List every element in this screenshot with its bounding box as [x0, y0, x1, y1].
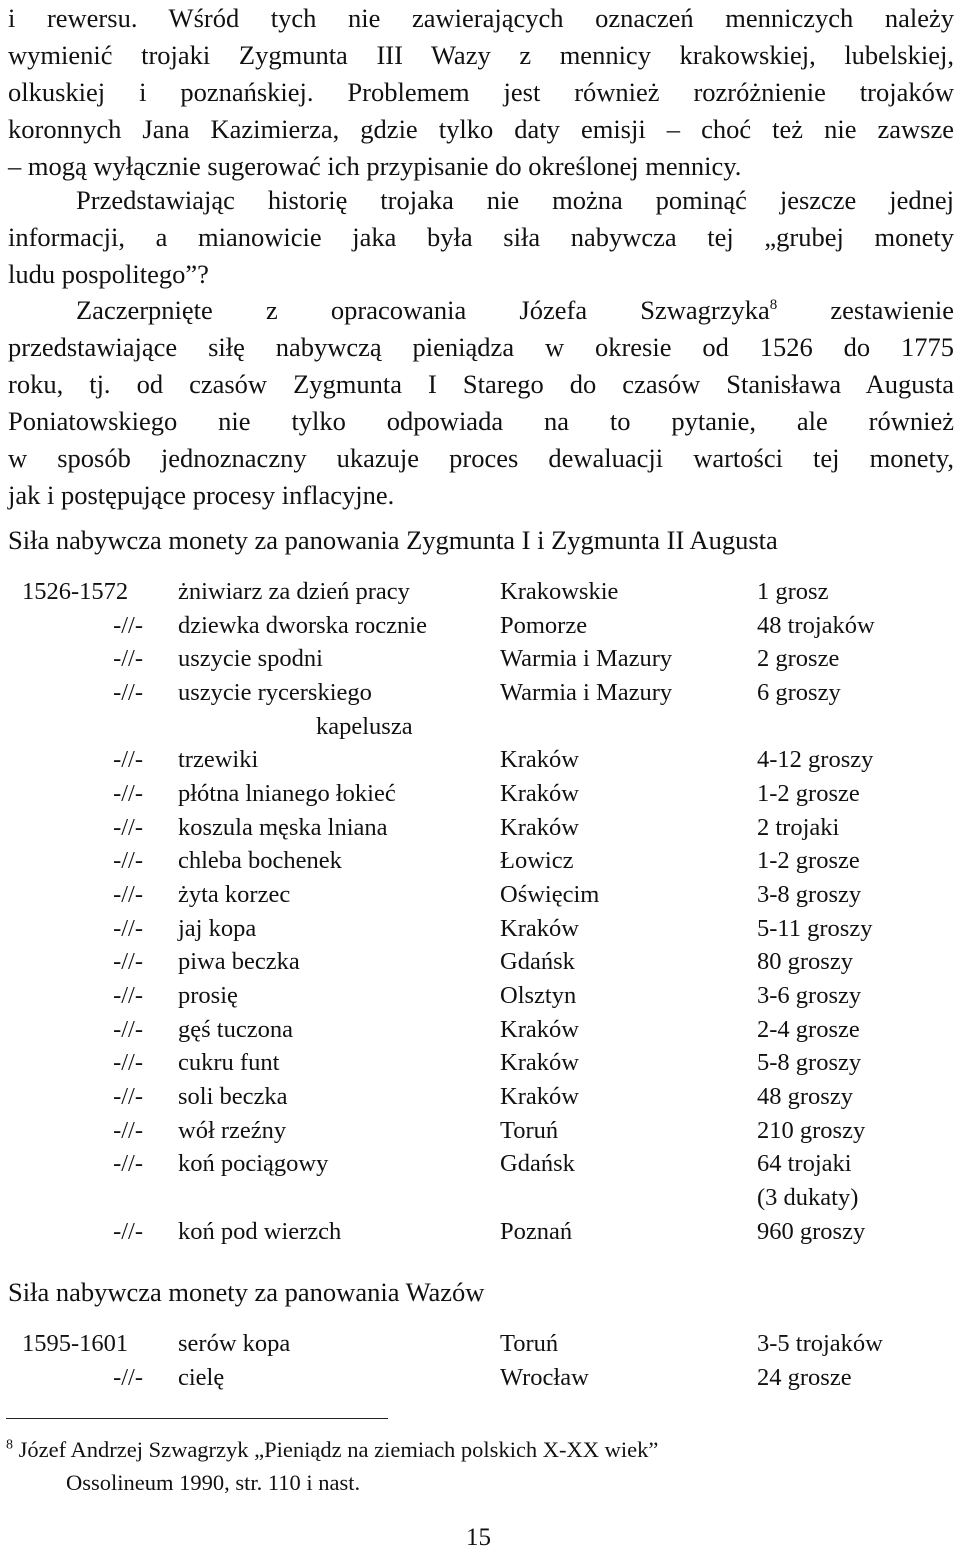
- footnote-text: Józef Andrzej Szwagrzyk „Pieniądz na ziemiach polskich X-XX wiek”: [18, 1437, 659, 1462]
- price-cell: 48 trojaków: [757, 612, 875, 639]
- text-line: – mogą wyłącznie sugerować ich przypisanie do określonej mennicy.: [8, 151, 742, 181]
- period-cell: -//-: [113, 1364, 143, 1391]
- period-cell: -//-: [113, 1117, 143, 1144]
- price-cell: 1 grosz: [757, 578, 829, 605]
- item-cell: żyta korzec: [178, 881, 291, 908]
- table-row: [0, 982, 960, 1016]
- place-cell: Warmia i Mazury: [500, 645, 673, 672]
- footnote-text: Ossolineum 1990, str. 110 i nast.: [66, 1470, 361, 1495]
- table-row: [0, 746, 960, 780]
- price-cell: 4-12 groszy: [757, 746, 874, 773]
- item-cell: gęś tuczona: [178, 1016, 293, 1043]
- footnote-divider: [6, 1418, 388, 1419]
- period-cell: -//-: [113, 1150, 143, 1177]
- item-cell: koń pociągowy: [178, 1150, 329, 1177]
- place-cell: Olsztyn: [500, 982, 577, 1009]
- footnote: [6, 1437, 658, 1463]
- place-cell: Poznań: [500, 1218, 573, 1245]
- table-row: [0, 814, 960, 848]
- period-cell: 1526-1572: [22, 578, 129, 605]
- place-cell: Łowicz: [500, 847, 574, 874]
- period-cell: 1595-1601: [22, 1330, 129, 1357]
- item-cell: piwa beczka: [178, 948, 300, 975]
- period-cell: -//-: [113, 881, 143, 908]
- period-cell: -//-: [113, 645, 143, 672]
- table-row: [0, 780, 960, 814]
- price-cell: (3 dukaty): [757, 1184, 859, 1211]
- table-row: [0, 1150, 960, 1184]
- place-cell: Toruń: [500, 1330, 559, 1357]
- item-cell: prosię: [178, 982, 238, 1009]
- intro-paragraph: [8, 0, 954, 185]
- table-row: [0, 578, 960, 612]
- period-cell: -//-: [113, 679, 143, 706]
- item-cell: koszula męska lniana: [178, 814, 388, 841]
- price-cell: 24 grosze: [757, 1364, 852, 1391]
- item-cell: jaj kopa: [178, 915, 257, 942]
- price-cell: 3-6 groszy: [757, 982, 862, 1009]
- purchasing-power-paragraph: [8, 182, 954, 293]
- table-row: [0, 1049, 960, 1083]
- price-cell: 5-8 groszy: [757, 1049, 862, 1076]
- price-cell: 1-2 grosze: [757, 847, 860, 874]
- text-line: koronnych Jana Kazimierza, gdzie tylko daty emisji – choć też nie zawsze: [8, 114, 954, 144]
- text-line: przedstawiające siłę nabywczą pieniądza w okresie od 1526 do 1775: [8, 332, 954, 362]
- period-cell: -//-: [113, 847, 143, 874]
- place-cell: Pomorze: [500, 612, 588, 639]
- price-cell: 3-8 groszy: [757, 881, 862, 908]
- price-cell: 5-11 groszy: [757, 915, 873, 942]
- text-line: informacji, a mianowicie jaka była siła nabywcza tej „grubej monety: [8, 222, 954, 252]
- text-line: i rewersu. Wśród tych nie zawierających oznaczeń menniczych należy: [8, 3, 954, 33]
- table-row: [0, 1117, 960, 1151]
- table-row: [0, 612, 960, 646]
- footnote-reference: 8: [769, 297, 778, 314]
- period-cell: -//-: [113, 1083, 143, 1110]
- price-cell: 2 trojaki: [757, 814, 840, 841]
- table-row: [0, 1218, 960, 1252]
- price-cell: 64 trojaki: [757, 1150, 852, 1177]
- table-row: [0, 915, 960, 949]
- price-cell: 210 groszy: [757, 1117, 866, 1144]
- place-cell: Oświęcim: [500, 881, 600, 908]
- place-cell: Krakowskie: [500, 578, 619, 605]
- table-row: [0, 1364, 960, 1398]
- period-cell: -//-: [113, 915, 143, 942]
- footnote-number: 8: [6, 1437, 13, 1453]
- table-row: [0, 1083, 960, 1117]
- table-heading: Siła nabywcza monety za panowania Zygmunta I i Zygmunta II Augusta: [8, 525, 778, 555]
- item-cell: uszycie spodni: [178, 645, 323, 672]
- place-cell: Wrocław: [500, 1364, 589, 1391]
- item-cell: kapelusza: [316, 713, 413, 740]
- text-line: Przedstawiając historię trojaka nie można pominąć jeszcze jednej: [76, 185, 954, 215]
- table-row: [0, 881, 960, 915]
- period-cell: -//-: [113, 612, 143, 639]
- place-cell: Warmia i Mazury: [500, 679, 673, 706]
- table-row: [0, 847, 960, 881]
- price-cell: 6 groszy: [757, 679, 841, 706]
- price-cell: 1-2 grosze: [757, 780, 860, 807]
- place-cell: Kraków: [500, 1083, 579, 1110]
- text-line: ludu pospolitego”?: [8, 259, 209, 289]
- item-cell: wół rzeźny: [178, 1117, 287, 1144]
- text-fragment: zestawienie: [777, 295, 954, 325]
- place-cell: Gdańsk: [500, 1150, 575, 1177]
- text-line: olkuskiej i poznańskiej. Problemem jest również rozróżnienie trojaków: [8, 77, 954, 107]
- price-cell: 80 groszy: [757, 948, 853, 975]
- place-cell: Gdańsk: [500, 948, 575, 975]
- text-line: [8, 292, 954, 329]
- price-cell: 48 groszy: [757, 1083, 853, 1110]
- period-cell: -//-: [113, 1218, 143, 1245]
- period-cell: -//-: [113, 780, 143, 807]
- place-cell: Kraków: [500, 1049, 579, 1076]
- item-cell: koń pod wierzch: [178, 1218, 342, 1245]
- price-cell: 2-4 grosze: [757, 1016, 860, 1043]
- item-cell: uszycie rycerskiego: [178, 679, 372, 706]
- place-cell: Toruń: [500, 1117, 559, 1144]
- item-cell: cukru funt: [178, 1049, 280, 1076]
- period-cell: -//-: [113, 1016, 143, 1043]
- page-number: 15: [466, 1524, 491, 1551]
- table-row: [0, 1330, 960, 1364]
- item-cell: trzewiki: [178, 746, 259, 773]
- text-line: w sposób jednoznaczny ukazuje proces dewaluacji wartości tej monety,: [8, 443, 954, 473]
- item-cell: chleba bochenek: [178, 847, 342, 874]
- place-cell: Kraków: [500, 780, 579, 807]
- item-cell: serów kopa: [178, 1330, 291, 1357]
- item-cell: dziewka dworska rocznie: [178, 612, 427, 639]
- place-cell: Kraków: [500, 814, 579, 841]
- table-heading: Siła nabywcza monety za panowania Wazów: [8, 1277, 485, 1307]
- price-cell: 3-5 trojaków: [757, 1330, 883, 1357]
- table-row: [0, 1016, 960, 1050]
- item-cell: żniwiarz za dzień pracy: [178, 578, 410, 605]
- text-fragment: Zaczerpnięte z opracowania Józefa Szwagrzyka: [76, 295, 770, 325]
- period-cell: -//-: [113, 814, 143, 841]
- price-cell: 960 groszy: [757, 1218, 866, 1245]
- period-cell: -//-: [113, 982, 143, 1009]
- place-cell: Kraków: [500, 746, 579, 773]
- period-cell: -//-: [113, 1049, 143, 1076]
- table-row: [0, 948, 960, 982]
- item-cell: soli beczka: [178, 1083, 288, 1110]
- table-row: [0, 1184, 960, 1218]
- table-row: [0, 645, 960, 679]
- table-row: [0, 713, 960, 747]
- item-cell: płótna lnianego łokieć: [178, 780, 396, 807]
- source-paragraph: [8, 292, 954, 514]
- item-cell: cielę: [178, 1364, 225, 1391]
- place-cell: Kraków: [500, 915, 579, 942]
- text-line: Poniatowskiego nie tylko odpowiada na to pytanie, ale również: [8, 406, 954, 436]
- price-cell: 2 grosze: [757, 645, 840, 672]
- period-cell: -//-: [113, 948, 143, 975]
- text-line: roku, tj. od czasów Zygmunta I Starego do czasów Stanisława Augusta: [8, 369, 954, 399]
- table-row: [0, 679, 960, 713]
- text-line: wymienić trojaki Zygmunta III Wazy z mennicy krakowskiej, lubelskiej,: [8, 40, 954, 70]
- text-line: jak i postępujące procesy inflacyjne.: [8, 480, 395, 510]
- place-cell: Kraków: [500, 1016, 579, 1043]
- period-cell: -//-: [113, 746, 143, 773]
